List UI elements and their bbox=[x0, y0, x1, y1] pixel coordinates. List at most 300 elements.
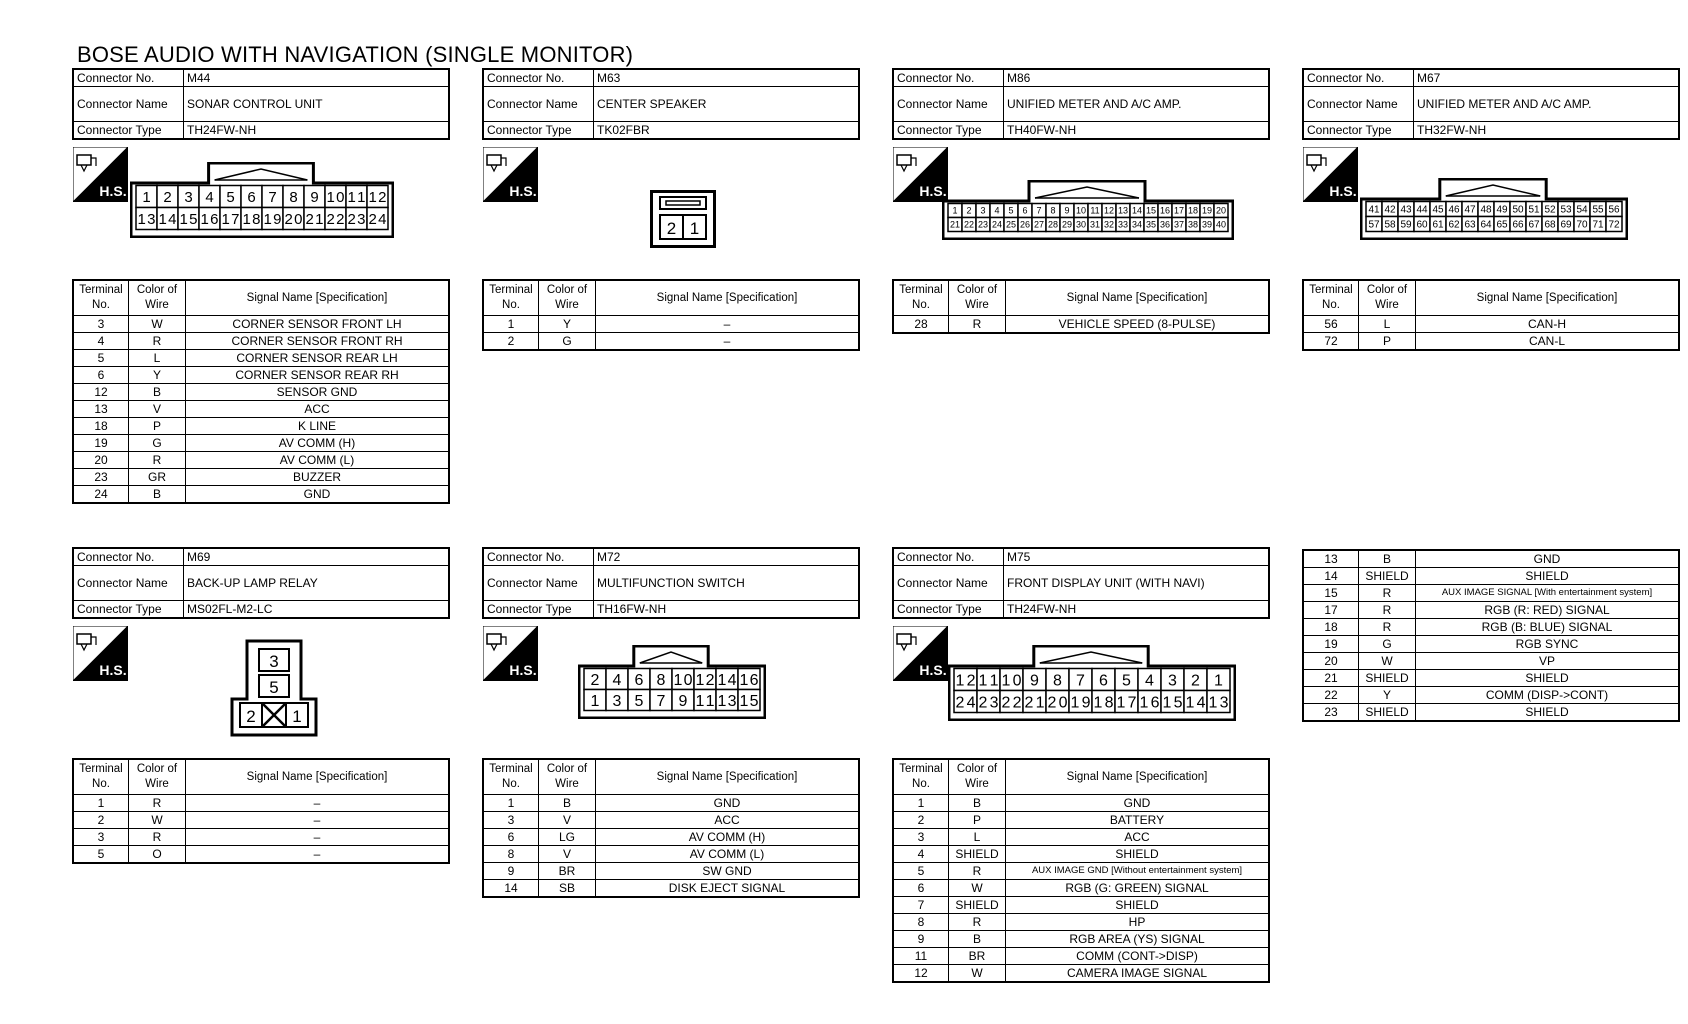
color-cell: BR bbox=[949, 948, 1006, 965]
color-cell: SB bbox=[539, 880, 596, 898]
signal-cell: CAN-L bbox=[1416, 333, 1680, 351]
pin-label: 62 bbox=[1448, 219, 1460, 231]
pin-label: 23 bbox=[978, 694, 999, 712]
color-cell: L bbox=[129, 350, 186, 367]
signal-cell: – bbox=[186, 846, 450, 864]
signal-cell: RGB (R: RED) SIGNAL bbox=[1416, 602, 1680, 619]
pin-label: 1 bbox=[1214, 672, 1223, 690]
pin-label: 56 bbox=[1608, 204, 1620, 216]
terminal-table bbox=[1302, 279, 1680, 351]
pin-label: 3 bbox=[1168, 672, 1177, 690]
pin-label: 36 bbox=[1159, 219, 1171, 230]
color-cell: W bbox=[129, 812, 186, 829]
table-row bbox=[893, 914, 1269, 931]
pin-label: 16 bbox=[739, 671, 759, 689]
pin-label: 4 bbox=[612, 671, 622, 689]
pin-label: 12 bbox=[955, 672, 976, 690]
connector-no-value: M67 bbox=[1414, 69, 1680, 87]
signal-cell: SHIELD bbox=[1006, 897, 1270, 914]
connector-type-label: Connector Type bbox=[73, 601, 184, 619]
hs-label: H.S. bbox=[919, 662, 947, 678]
signal-cell: – bbox=[186, 795, 450, 812]
table-row bbox=[893, 316, 1269, 334]
signal-header: Signal Name [Specification] bbox=[186, 280, 450, 316]
table-row bbox=[483, 333, 859, 351]
color-cell: V bbox=[539, 846, 596, 863]
signal-cell: BATTERY bbox=[1006, 812, 1270, 829]
color-header: Color of Wire bbox=[539, 759, 596, 795]
table-row bbox=[73, 452, 449, 469]
color-cell: GR bbox=[129, 469, 186, 486]
signal-header: Signal Name [Specification] bbox=[1006, 759, 1270, 795]
table-row bbox=[73, 812, 449, 829]
connector-diagram bbox=[482, 619, 860, 758]
connector-face bbox=[1360, 178, 1628, 240]
pin-label: 14 bbox=[717, 671, 737, 689]
connector-face bbox=[230, 639, 318, 737]
table-row bbox=[483, 812, 859, 829]
color-cell: R bbox=[1359, 585, 1416, 602]
table-row bbox=[893, 948, 1269, 965]
pin-label: 35 bbox=[1145, 219, 1157, 230]
signal-cell: ACC bbox=[596, 812, 860, 829]
connector-face bbox=[578, 645, 766, 719]
color-cell: L bbox=[949, 829, 1006, 846]
harness-side-icon bbox=[893, 626, 948, 681]
pin-label: 16 bbox=[200, 210, 219, 228]
signal-cell: SHIELD bbox=[1416, 568, 1680, 585]
connector-block-m69 bbox=[72, 547, 450, 861]
terminal-cell: 9 bbox=[483, 863, 539, 880]
pin-label: 6 bbox=[1022, 205, 1028, 216]
terminal-cell: 5 bbox=[73, 350, 129, 367]
terminal-cell: 18 bbox=[73, 418, 129, 435]
terminal-cell: 3 bbox=[73, 316, 129, 333]
multi-pin-connector bbox=[942, 180, 1234, 240]
terminal-cell: 14 bbox=[1303, 568, 1359, 585]
signal-cell: SHIELD bbox=[1006, 846, 1270, 863]
color-cell: B bbox=[949, 795, 1006, 812]
terminal-cell: 12 bbox=[73, 384, 129, 401]
signal-cell: VP bbox=[1416, 653, 1680, 670]
hs-label: H.S. bbox=[919, 183, 947, 199]
signal-cell: COMM (CONT->DISP) bbox=[1006, 948, 1270, 965]
table-row bbox=[73, 418, 449, 435]
table-row bbox=[73, 316, 449, 333]
table-row bbox=[893, 812, 1269, 829]
color-cell: B bbox=[129, 384, 186, 401]
pin-label: 2 bbox=[246, 707, 256, 726]
terminal-cell: 1 bbox=[483, 316, 539, 333]
connector-type-label: Connector Type bbox=[483, 122, 594, 140]
pin-label: 37 bbox=[1173, 219, 1185, 230]
pin-label: 1 bbox=[590, 692, 600, 710]
signal-cell: RGB (G: GREEN) SIGNAL bbox=[1006, 880, 1270, 897]
connector-diagram bbox=[72, 619, 450, 758]
terminal-cell: 13 bbox=[73, 401, 129, 418]
pin-label: 41 bbox=[1368, 204, 1380, 216]
pin-label: 23 bbox=[347, 210, 366, 228]
pin-label: 8 bbox=[289, 188, 298, 206]
terminal-cell: 56 bbox=[1303, 316, 1359, 333]
signal-cell: ACC bbox=[186, 401, 450, 418]
table-row bbox=[483, 863, 859, 880]
color-cell: LG bbox=[539, 829, 596, 846]
connector-block-m72 bbox=[482, 547, 860, 895]
color-cell: R bbox=[129, 333, 186, 350]
connector-name-label: Connector Name bbox=[893, 566, 1004, 601]
signal-header: Signal Name [Specification] bbox=[596, 759, 860, 795]
pin-label: 16 bbox=[1139, 694, 1160, 712]
color-cell: G bbox=[539, 333, 596, 351]
pin-label: 27 bbox=[1033, 219, 1045, 230]
pin-label: 60 bbox=[1416, 219, 1428, 231]
table-row bbox=[73, 846, 449, 864]
multi-pin-connector bbox=[130, 162, 394, 238]
pin-label: 5 bbox=[1122, 672, 1131, 690]
table-row bbox=[73, 333, 449, 350]
table-row bbox=[1303, 585, 1679, 602]
signal-cell: AV COMM (L) bbox=[596, 846, 860, 863]
table-row bbox=[893, 931, 1269, 948]
pin-label: 7 bbox=[1036, 205, 1042, 216]
connector-no-value: M72 bbox=[594, 548, 860, 566]
pin-label: 71 bbox=[1592, 219, 1604, 231]
color-cell: B bbox=[539, 795, 596, 812]
table-row bbox=[1303, 653, 1679, 670]
connector-block-m44 bbox=[72, 68, 450, 501]
terminal-cell: 21 bbox=[1303, 670, 1359, 687]
pin-label: 3 bbox=[184, 188, 193, 206]
pin-label: 19 bbox=[1070, 694, 1091, 712]
signal-cell: SHIELD bbox=[1416, 670, 1680, 687]
pin-label: 14 bbox=[1185, 694, 1206, 712]
pin-label: 5 bbox=[634, 692, 644, 710]
table-row bbox=[73, 401, 449, 418]
color-cell: B bbox=[1359, 550, 1416, 568]
connector-block-m75 bbox=[892, 547, 1270, 980]
harness-side-icon bbox=[483, 147, 538, 202]
color-cell: Y bbox=[539, 316, 596, 333]
pin-label: 18 bbox=[242, 210, 261, 228]
harness-side-icon bbox=[483, 626, 538, 681]
connector-name-label: Connector Name bbox=[1303, 87, 1414, 122]
pin-label: 63 bbox=[1464, 219, 1476, 231]
pin-label: 13 bbox=[717, 692, 737, 710]
hs-label: H.S. bbox=[99, 662, 127, 678]
connector-no-value: M86 bbox=[1004, 69, 1270, 87]
pin-label: 13 bbox=[1208, 694, 1229, 712]
table-row bbox=[483, 316, 859, 333]
table-row bbox=[73, 435, 449, 452]
table-row bbox=[73, 367, 449, 384]
pin-label: 48 bbox=[1480, 204, 1492, 216]
terminal-cell: 8 bbox=[483, 846, 539, 863]
pin-label: 17 bbox=[1173, 205, 1185, 216]
pin-label: 5 bbox=[1008, 205, 1014, 216]
table-row bbox=[73, 486, 449, 504]
terminal-cell: 1 bbox=[73, 795, 129, 812]
terminal-cell: 3 bbox=[893, 829, 949, 846]
signal-cell: AUX IMAGE GND [Without entertainment system] bbox=[1006, 863, 1270, 880]
signal-cell: AUX IMAGE SIGNAL [With entertainment system] bbox=[1416, 585, 1680, 602]
color-cell: L bbox=[1359, 316, 1416, 333]
pin-label: 2 bbox=[966, 205, 972, 216]
terminal-cell: 17 bbox=[1303, 602, 1359, 619]
table-row bbox=[73, 350, 449, 367]
pin-label: 9 bbox=[678, 692, 688, 710]
connector-diagram bbox=[1302, 140, 1680, 279]
pin-label: 15 bbox=[179, 210, 198, 228]
terminal-table bbox=[482, 279, 860, 351]
pin-label: 4 bbox=[1145, 672, 1154, 690]
connector-header bbox=[72, 547, 450, 619]
pin-label: 2 bbox=[590, 671, 600, 689]
pin-label: 1 bbox=[952, 205, 958, 216]
pin-label: 38 bbox=[1187, 219, 1199, 230]
pin-label: 70 bbox=[1576, 219, 1588, 231]
signal-header: Signal Name [Specification] bbox=[596, 280, 860, 316]
pin-label: 10 bbox=[673, 671, 693, 689]
signal-cell: SW GND bbox=[596, 863, 860, 880]
terminal-cell: 3 bbox=[73, 829, 129, 846]
pin-label: 10 bbox=[1075, 205, 1087, 216]
color-cell: R bbox=[1359, 602, 1416, 619]
connector-name-label: Connector Name bbox=[483, 566, 594, 601]
table-row bbox=[893, 863, 1269, 880]
terminal-cell: 2 bbox=[483, 333, 539, 351]
pin-label: 13 bbox=[137, 210, 156, 228]
connector-no-label: Connector No. bbox=[893, 548, 1004, 566]
terminal-cell: 7 bbox=[893, 897, 949, 914]
hs-label: H.S. bbox=[509, 662, 537, 678]
table-row bbox=[893, 846, 1269, 863]
signal-cell: SHIELD bbox=[1416, 704, 1680, 722]
color-cell: O bbox=[129, 846, 186, 864]
color-cell: R bbox=[129, 452, 186, 469]
two-pin-connector bbox=[650, 190, 716, 248]
pin-label: 49 bbox=[1496, 204, 1508, 216]
pin-label: 22 bbox=[326, 210, 345, 228]
pin-label: 15 bbox=[1162, 694, 1183, 712]
connector-type-label: Connector Type bbox=[893, 601, 1004, 619]
connector-type-label: Connector Type bbox=[483, 601, 594, 619]
pin-label: 2 bbox=[666, 219, 677, 238]
connector-diagram bbox=[482, 140, 860, 279]
terminal-table bbox=[892, 758, 1270, 983]
connector-no-label: Connector No. bbox=[73, 69, 184, 87]
color-cell: W bbox=[949, 880, 1006, 897]
signal-cell: CORNER SENSOR REAR RH bbox=[186, 367, 450, 384]
color-header: Color of Wire bbox=[129, 280, 186, 316]
connector-diagram bbox=[892, 140, 1270, 279]
hs-label: H.S. bbox=[1329, 183, 1357, 199]
terminal-cell: 23 bbox=[73, 469, 129, 486]
table-row bbox=[1303, 602, 1679, 619]
terminal-cell: 5 bbox=[73, 846, 129, 864]
terminal-table-continuation bbox=[1302, 549, 1680, 722]
pin-label: 58 bbox=[1384, 219, 1396, 231]
pin-label: 29 bbox=[1061, 219, 1073, 230]
pin-label: 28 bbox=[1047, 219, 1059, 230]
connector-header bbox=[482, 68, 860, 140]
signal-cell: GND bbox=[1416, 550, 1680, 568]
signal-cell: CORNER SENSOR FRONT LH bbox=[186, 316, 450, 333]
multi-pin-connector bbox=[1360, 178, 1628, 240]
connector-block-m86 bbox=[892, 68, 1270, 331]
color-header: Color of Wire bbox=[129, 759, 186, 795]
pin-label: 61 bbox=[1432, 219, 1444, 231]
pin-label: 72 bbox=[1608, 219, 1620, 231]
pin-label: 42 bbox=[1384, 204, 1396, 216]
pin-label: 51 bbox=[1528, 204, 1540, 216]
color-cell: R bbox=[949, 316, 1006, 334]
terminal-cell: 1 bbox=[893, 795, 949, 812]
harness-side-icon bbox=[1303, 147, 1358, 202]
terminal-table bbox=[482, 758, 860, 898]
connector-diagram bbox=[892, 619, 1270, 758]
signal-cell: ACC bbox=[1006, 829, 1270, 846]
terminal-cell: 22 bbox=[1303, 687, 1359, 704]
signal-cell: CAN-H bbox=[1416, 316, 1680, 333]
table-row bbox=[483, 846, 859, 863]
pin-label: 23 bbox=[977, 219, 989, 230]
pin-label: 46 bbox=[1448, 204, 1460, 216]
pin-label: 7 bbox=[656, 692, 666, 710]
terminal-cell: 12 bbox=[893, 965, 949, 983]
pin-label: 32 bbox=[1103, 219, 1115, 230]
connector-type-value: TH32FW-NH bbox=[1414, 122, 1680, 140]
signal-header: Signal Name [Specification] bbox=[1416, 280, 1680, 316]
signal-cell: SENSOR GND bbox=[186, 384, 450, 401]
pin-label: 5 bbox=[226, 188, 235, 206]
pin-label: 4 bbox=[205, 188, 214, 206]
table-row bbox=[1303, 568, 1679, 585]
table-row bbox=[73, 384, 449, 401]
connector-header bbox=[892, 547, 1270, 619]
color-cell: P bbox=[1359, 333, 1416, 351]
color-header: Color of Wire bbox=[1359, 280, 1416, 316]
pin-label: 45 bbox=[1432, 204, 1444, 216]
terminal-cell: 14 bbox=[483, 880, 539, 898]
terminal-cell: 6 bbox=[483, 829, 539, 846]
pin-label: 40 bbox=[1215, 219, 1227, 230]
connector-type-value: TH16FW-NH bbox=[594, 601, 860, 619]
color-cell: SHIELD bbox=[1359, 704, 1416, 722]
pin-label: 65 bbox=[1496, 219, 1508, 231]
terminal-no-header: Terminal No. bbox=[73, 280, 129, 316]
connector-type-label: Connector Type bbox=[1303, 122, 1414, 140]
color-cell: W bbox=[1359, 653, 1416, 670]
table-row bbox=[483, 795, 859, 812]
pin-label: 20 bbox=[284, 210, 303, 228]
terminal-cell: 20 bbox=[73, 452, 129, 469]
signal-header: Signal Name [Specification] bbox=[186, 759, 450, 795]
color-cell: G bbox=[1359, 636, 1416, 653]
pin-label: 12 bbox=[695, 671, 715, 689]
pin-label: 22 bbox=[1001, 694, 1022, 712]
terminal-cell: 72 bbox=[1303, 333, 1359, 351]
signal-header: Signal Name [Specification] bbox=[1006, 280, 1270, 316]
table-row bbox=[483, 829, 859, 846]
color-cell: SHIELD bbox=[949, 897, 1006, 914]
connector-face bbox=[130, 162, 394, 238]
terminal-cell: 3 bbox=[483, 812, 539, 829]
terminal-table bbox=[72, 279, 450, 504]
terminal-cell: 8 bbox=[893, 914, 949, 931]
terminal-cell: 9 bbox=[893, 931, 949, 948]
connector-face bbox=[942, 180, 1234, 240]
pin-label: 13 bbox=[1117, 205, 1129, 216]
pin-label: 44 bbox=[1416, 204, 1428, 216]
connector-type-value: TK02FBR bbox=[594, 122, 860, 140]
pin-label: 18 bbox=[1093, 694, 1114, 712]
harness-side-icon bbox=[893, 147, 948, 202]
pin-label: 9 bbox=[310, 188, 319, 206]
connector-header bbox=[482, 547, 860, 619]
connector-no-value: M69 bbox=[184, 548, 450, 566]
table-row bbox=[1303, 670, 1679, 687]
signal-cell: GND bbox=[596, 795, 860, 812]
signal-cell: HP bbox=[1006, 914, 1270, 931]
relay-connector bbox=[230, 639, 318, 737]
pin-label: 16 bbox=[1159, 205, 1171, 216]
terminal-no-header: Terminal No. bbox=[483, 280, 539, 316]
color-cell: B bbox=[949, 931, 1006, 948]
terminal-cell: 13 bbox=[1303, 550, 1359, 568]
pin-label: 1 bbox=[142, 188, 151, 206]
table-row bbox=[893, 795, 1269, 812]
pin-label: 15 bbox=[739, 692, 759, 710]
signal-cell: CAMERA IMAGE SIGNAL bbox=[1006, 965, 1270, 983]
table-row bbox=[1303, 316, 1679, 333]
connector-block-m63 bbox=[482, 68, 860, 348]
terminal-cell: 19 bbox=[1303, 636, 1359, 653]
terminal-cell: 24 bbox=[73, 486, 129, 504]
color-cell: W bbox=[129, 316, 186, 333]
pin-label: 33 bbox=[1117, 219, 1129, 230]
connector-type-label: Connector Type bbox=[73, 122, 184, 140]
color-cell: SHIELD bbox=[1359, 670, 1416, 687]
table-row bbox=[73, 795, 449, 812]
table-row bbox=[73, 469, 449, 486]
pin-label: 50 bbox=[1512, 204, 1524, 216]
connector-name-value: CENTER SPEAKER bbox=[594, 87, 860, 122]
connector-name-value: MULTIFUNCTION SWITCH bbox=[594, 566, 860, 601]
color-cell: B bbox=[129, 486, 186, 504]
harness-side-icon bbox=[73, 147, 128, 202]
pin-label: 7 bbox=[1076, 672, 1085, 690]
pin-label: 11 bbox=[1090, 205, 1100, 216]
color-cell: V bbox=[539, 812, 596, 829]
color-cell: W bbox=[949, 965, 1006, 983]
table-row bbox=[893, 880, 1269, 897]
connector-name-label: Connector Name bbox=[893, 87, 1004, 122]
connector-name-value: UNIFIED METER AND A/C AMP. bbox=[1004, 87, 1270, 122]
table-row bbox=[1303, 636, 1679, 653]
pin-label: 3 bbox=[980, 205, 986, 216]
pin-label: 25 bbox=[1005, 219, 1017, 230]
color-cell: V bbox=[129, 401, 186, 418]
pin-label: 1 bbox=[292, 707, 302, 726]
pin-label: 59 bbox=[1400, 219, 1412, 231]
pin-label: 14 bbox=[158, 210, 177, 228]
connector-type-value: TH24FW-NH bbox=[1004, 601, 1270, 619]
terminal-cell: 6 bbox=[73, 367, 129, 384]
terminal-no-header: Terminal No. bbox=[483, 759, 539, 795]
pin-label: 19 bbox=[1201, 205, 1213, 216]
pin-label: 43 bbox=[1400, 204, 1412, 216]
